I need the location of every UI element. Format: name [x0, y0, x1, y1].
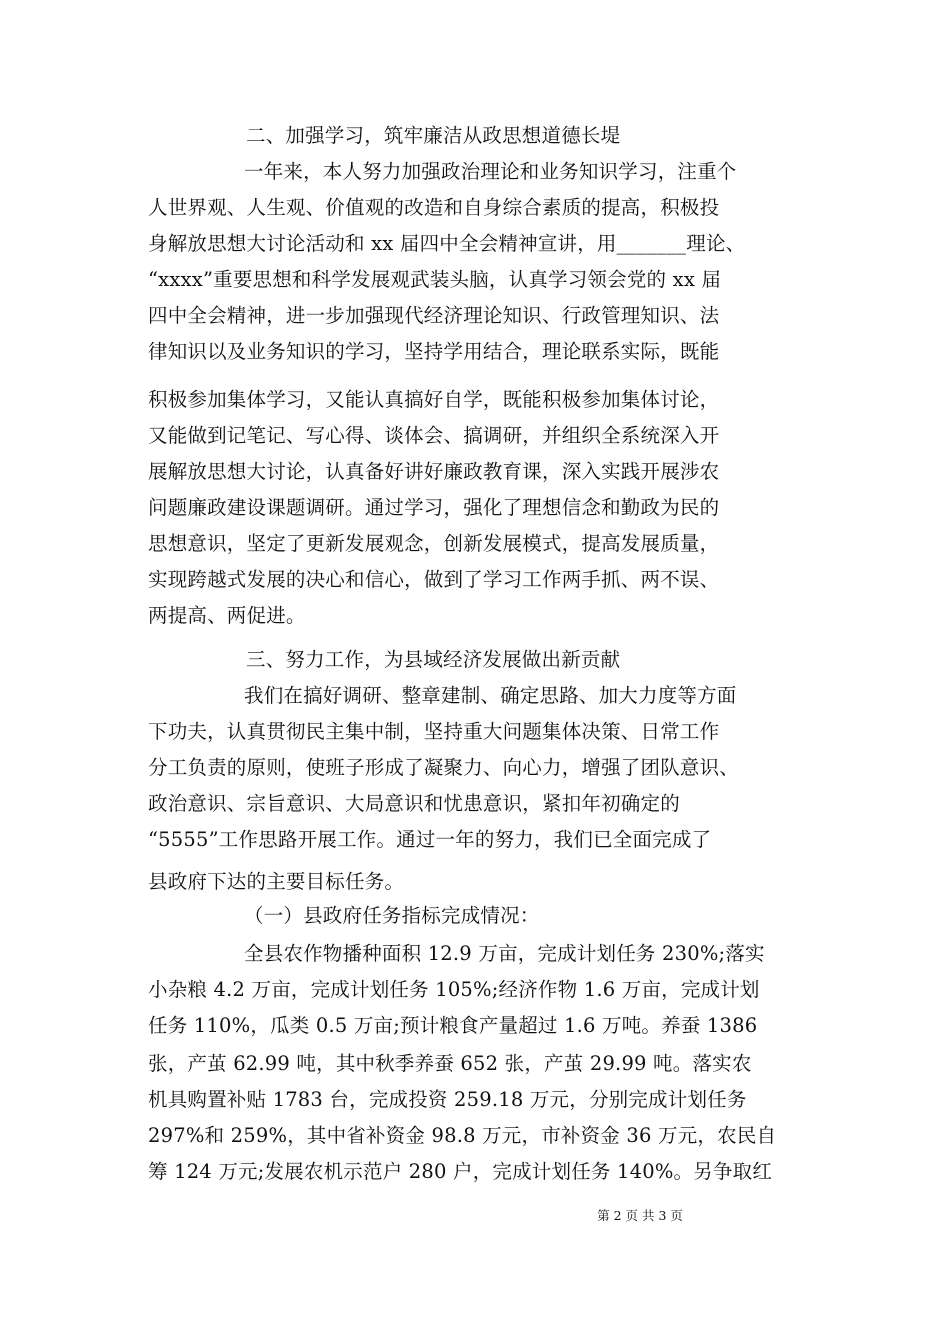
paragraph-line: 全县农作物播种面积 12.9 万亩，完成计划任务 230%;落实	[244, 942, 765, 965]
paragraph-line: 四中全会精神，进一步加强现代经济理论知识、行政管理知识、法	[148, 304, 720, 327]
paragraph-line: 两提高、两促进。	[148, 604, 306, 627]
paragraph-line: 政治意识、宗旨意识、大局意识和忧患意识，紧扣年初确定的	[148, 792, 680, 815]
paragraph-line: 一年来，本人努力加强政治理论和业务知识学习，注重个	[244, 160, 737, 183]
paragraph-line: 我们在搞好调研、整章建制、确定思路、加大力度等方面	[244, 684, 737, 707]
paragraph-line: 思想意识，坚定了更新发展观念，创新发展模式，提高发展质量，	[148, 532, 720, 555]
paragraph-line: 积极参加集体学习，又能认真搞好自学，既能积极参加集体讨论，	[148, 388, 720, 411]
paragraph-line: 下功夫，认真贯彻民主集中制，坚持重大问题集体决策、日常工作	[148, 720, 720, 743]
page-footer: 第 2 页 共 3 页	[597, 1208, 683, 1223]
paragraph-line: “xxxx”重要思想和科学发展观武装头脑，认真学习领会党的 xx 届	[148, 268, 722, 291]
paragraph-line: 实现跨越式发展的决心和信心，做到了学习工作两手抓、两不误、	[148, 568, 720, 591]
paragraph-line: 297%和 259%，其中省补资金 98.8 万元，市补资金 36 万元，农民自	[148, 1124, 777, 1147]
paragraph-line: 张，产茧 62.99 吨，其中秋季养蚕 652 张，产茧 29.99 吨。落实农	[148, 1052, 752, 1075]
paragraph-line: 人世界观、人生观、价值观的改造和自身综合素质的提高，积极投	[148, 196, 720, 219]
section-heading-2: 二、加强学习，筑牢廉洁从政思想道德长堤	[246, 124, 621, 147]
paragraph-line: 机具购置补贴 1783 台，完成投资 259.18 万元，分别完成计划任务	[148, 1088, 747, 1111]
paragraph-line: 问题廉政建设课题调研。通过学习，强化了理想信念和勤政为民的	[148, 496, 720, 519]
subsection-heading: （一）县政府任务指标完成情况：	[244, 904, 540, 927]
paragraph-line: 县政府下达的主要目标任务。	[148, 870, 405, 893]
paragraph-line: 小杂粮 4.2 万亩，完成计划任务 105%;经济作物 1.6 万亩，完成计划	[148, 978, 760, 1001]
paragraph-line: 律知识以及业务知识的学习，坚持学用结合，理论联系实际，既能	[148, 340, 720, 363]
paragraph-line: 筹 124 万元;发展农机示范户 280 户，完成计划任务 140%。另争取红	[148, 1160, 773, 1183]
paragraph-line: “5555”工作思路开展工作。通过一年的努力，我们已全面完成了	[148, 828, 712, 851]
paragraph-line: 任务 110%，瓜类 0.5 万亩;预计粮食产量超过 1.6 万吨。养蚕 1386	[148, 1014, 758, 1037]
paragraph-line: 又能做到记笔记、写心得、谈体会、搞调研，并组织全系统深入开	[148, 424, 720, 447]
section-heading-3: 三、努力工作，为县域经济发展做出新贡献	[246, 648, 621, 671]
paragraph-line: 展解放思想大讨论，认真备好讲好廉政教育课，深入实践开展涉农	[148, 460, 720, 483]
paragraph-line: 分工负责的原则，使班子形成了凝聚力、向心力，增强了团队意识、	[148, 756, 740, 779]
paragraph-line: 身解放思想大讨论活动和 xx 届四中全会精神宣讲，用_______理论、	[148, 232, 746, 255]
